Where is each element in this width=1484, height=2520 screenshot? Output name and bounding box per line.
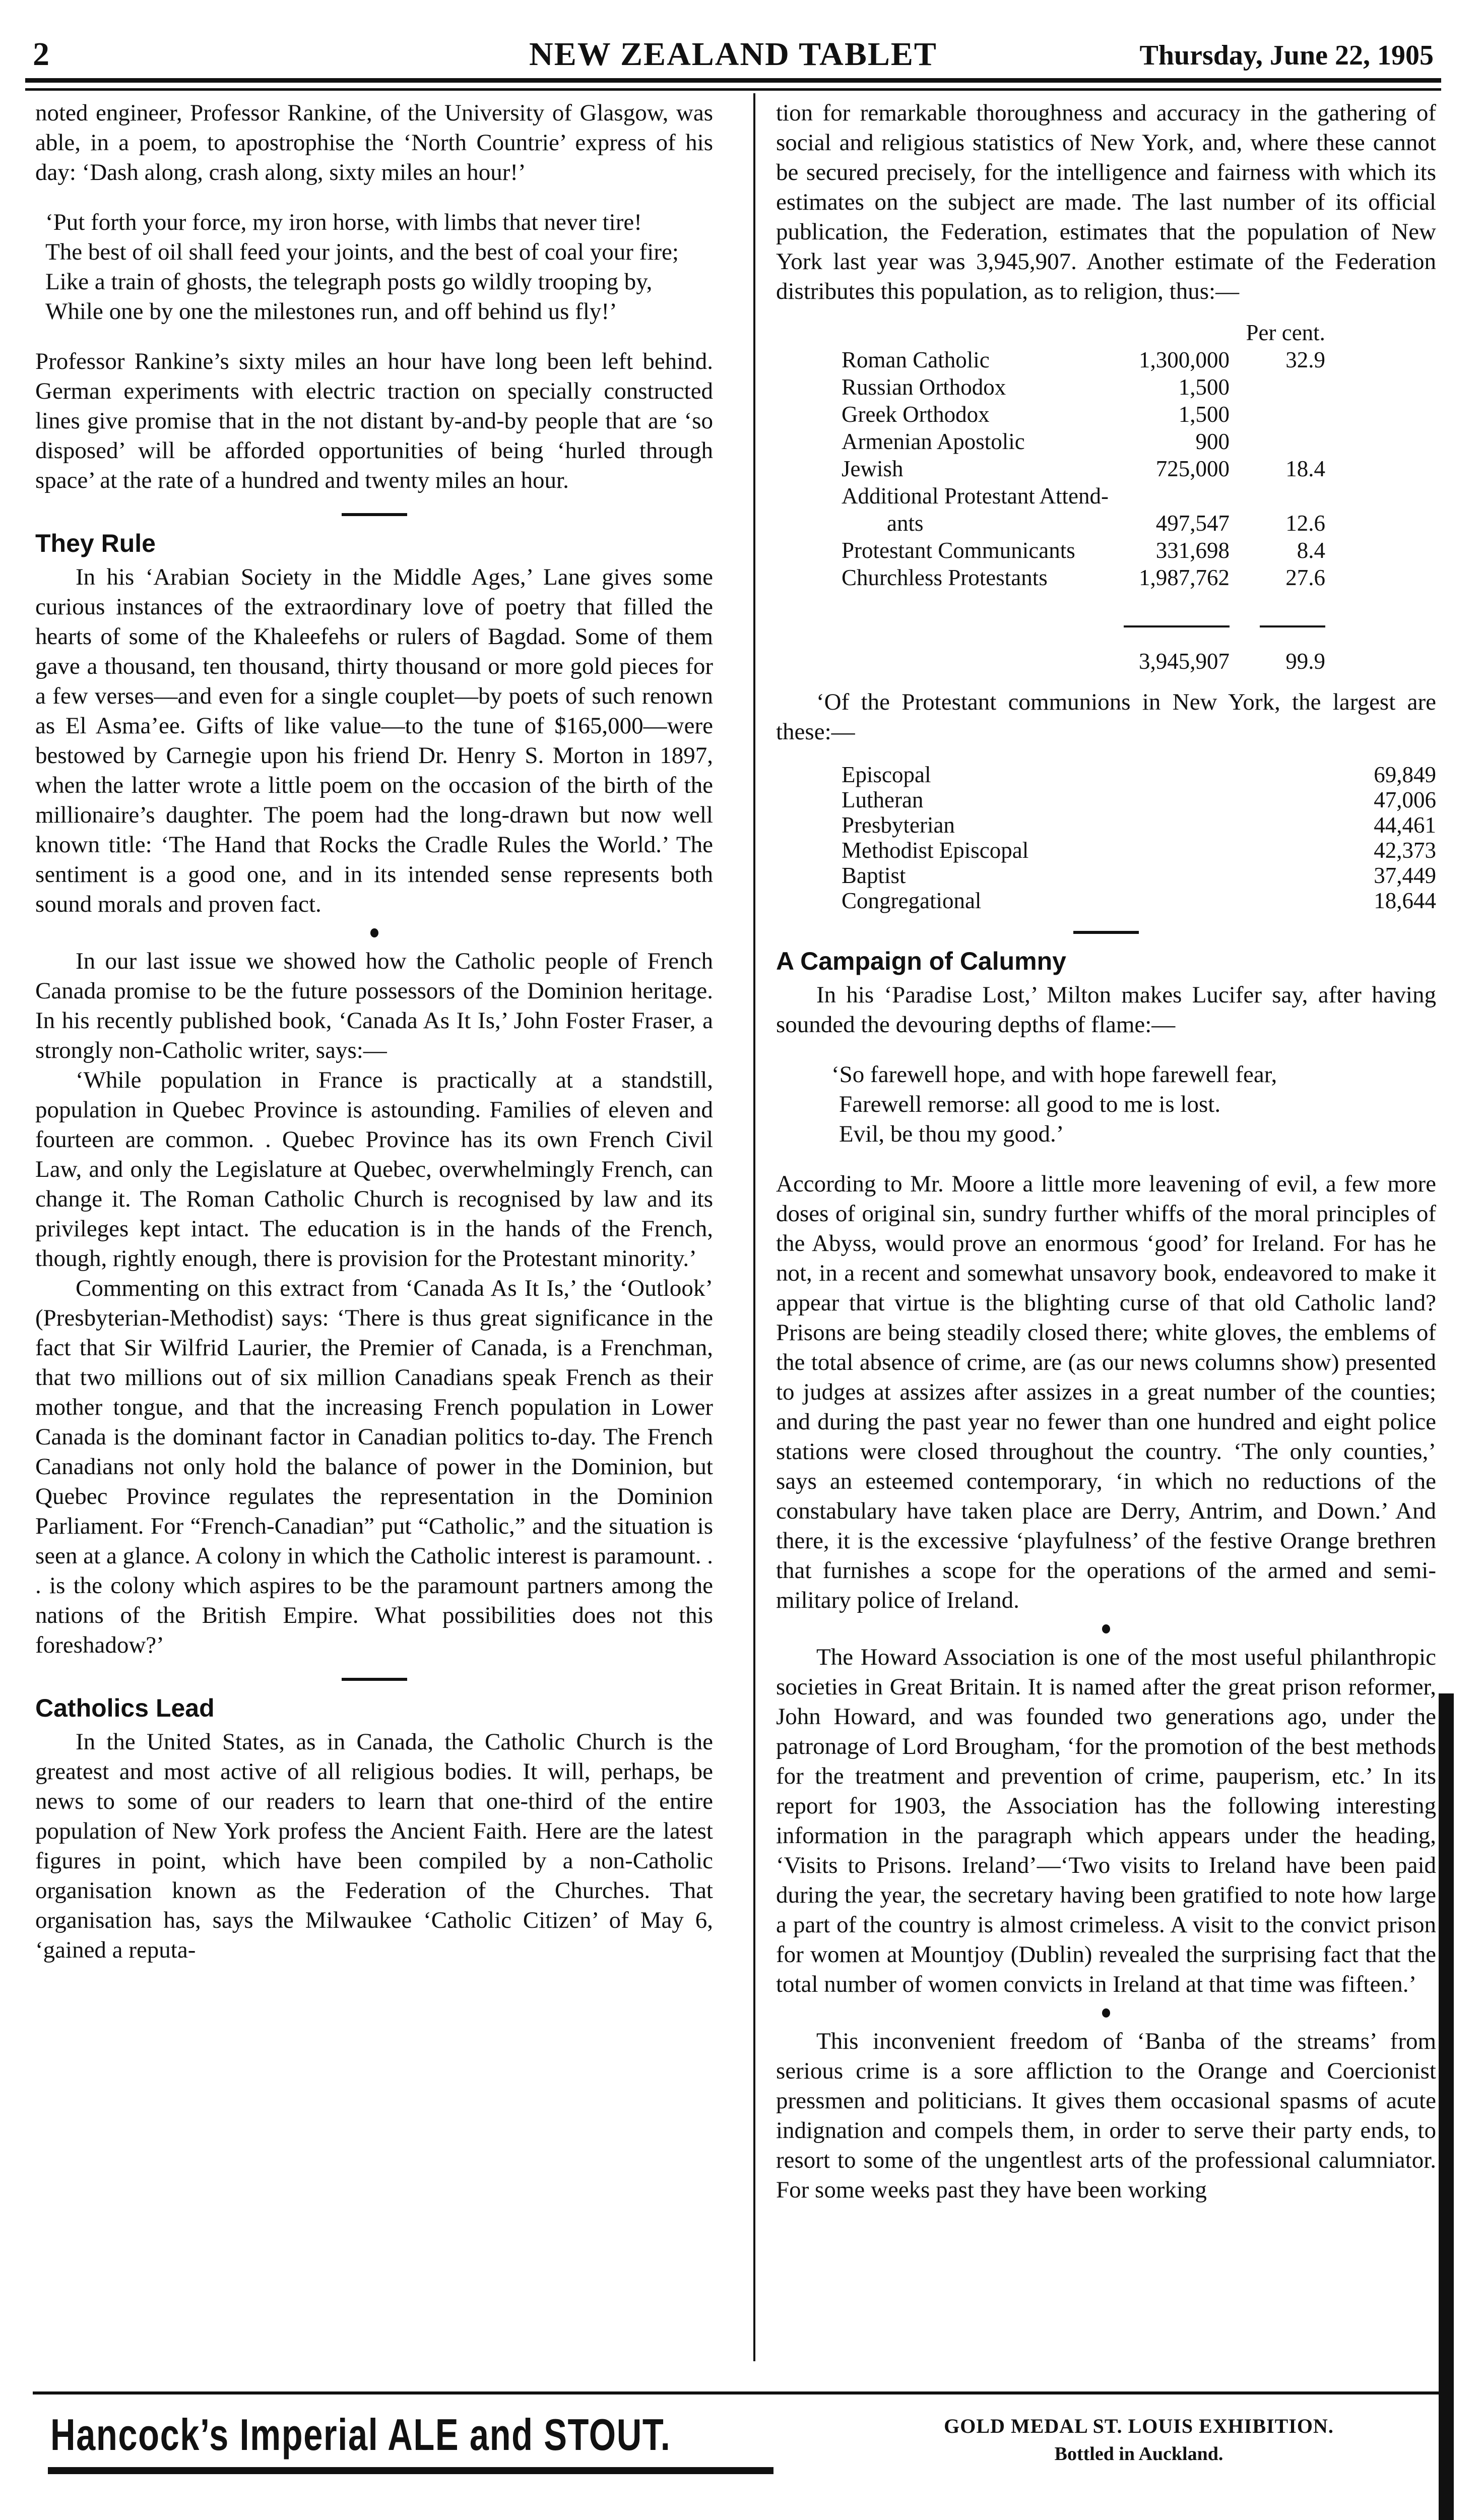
communion-count: 47,006	[1374, 787, 1436, 812]
communion-label: Presbyterian	[842, 812, 955, 838]
religion-percent: 27.6	[1285, 565, 1325, 590]
religion-percent: 8.4	[1297, 538, 1325, 563]
poem-line: While one by one the milestones run, and off behind us fly!’	[45, 298, 617, 325]
table-row	[842, 373, 1325, 401]
communion-count: 69,849	[1374, 762, 1436, 787]
section-separator	[342, 513, 407, 516]
table-row	[842, 762, 1436, 787]
religion-label: Roman Catholic	[842, 347, 990, 372]
federation-continuation: tion for remarkable thoroughness and accuracy in the gathering of social and religious statistics of New York, and, where these cannot be secured precisely, for the intelligence and fairness with which its estimates on the subject are made. The last number of its official publication, the Federation, estimates that the population of New York last year was 3,945,907. Another estimate of the Federation distributes this population, as to religion, thus:—	[776, 100, 1436, 304]
communion-label: Methodist Episcopal	[842, 838, 1029, 863]
canada-paragraph-3: Commenting on this extract from ‘Canada As It Is,’ the ‘Outlook’ (Presbyterian-Methodist) says: ‘There is thus great significance in the fact that Sir Wilfrid Laurier, the Premier of Canada, is a Frenchman, that two millions out of six million Canadians speak French as their mother tongue, and that the increasing French population in Lower Canada is the dominant factor in Canadian politics to-day. The French Canadians not only hold the balance of power in the Dominion, but Quebec Province regulates the representation in the Dominion Parliament. For “French-Canadian” put “Catholic,” and the situation is seen at a glance. A colony in which the Catholic interest is paramount. . . is the colony which aspires to be the paramount partners among the nations of the British Empire. What possibilities does not this foreshadow?’	[35, 1275, 713, 1658]
religion-count: 497,547	[1155, 511, 1230, 536]
table-row	[842, 401, 1325, 428]
heading-they-rule: They Rule	[35, 529, 156, 557]
masthead-rule-thin	[25, 88, 1441, 91]
communion-label: Congregational	[842, 888, 982, 913]
communion-label: Baptist	[842, 863, 906, 888]
canada-paragraph-1: In our last issue we showed how the Catholic people of French Canada promise to be the future possessors of the Dominion heritage. In his recently published book, ‘Canada As It Is,’ John Foster Fraser, a strongly non-Catholic writer, says:—	[35, 948, 713, 1063]
total-rule-count	[1124, 625, 1230, 627]
table-row	[842, 812, 1436, 838]
rankine-paragraph: Professor Rankine’s sixty miles an hour have long been left behind. German experiments with electric traction on specially constructed lines give promise that in the not distant by-and-by people that are ‘so disposed’ will be afforded opportunities of being ‘hurled through space’ at the rate of a hundred and twenty miles an hour.	[35, 348, 713, 493]
bullet-separator	[370, 928, 378, 937]
hancocks-ale-ad: Hancock’s Imperial ALE and STOUT.	[50, 2410, 671, 2460]
they-rule-paragraph: In his ‘Arabian Society in the Middle Ages,’ Lane gives some curious instances of the extraordinary love of poetry that filled the hearts of some of the Khaleefehs or rulers of Bagdad. Some of them gave a thousand, ten thousand, thirty thousand or more gold pieces for a few verses—and even for a single couplet—by poets of such renown as El Asma’ee. Gifts of like value—to the tune of $165,000—were bestowed by Carnegie upon his friend Dr. Henry S. Morton in 1897, when the latter wrote a little poem on the occasion of the birth of the millionaire’s daughter. The poem had the long-drawn but now well known title: ‘The Hand that Rocks the Cradle Rules the World.’ The sentiment is a good one, and in its intended sense represents both sound morals and proven fact.	[35, 564, 713, 917]
calumny-intro: In his ‘Paradise Lost,’ Milton makes Lucifer say, after having sounded the devouring depths of flame:—	[776, 982, 1436, 1038]
religion-percent: 18.4	[1285, 456, 1325, 481]
calumny-paragraph-1: According to Mr. Moore a little more leavening of evil, a few more doses of original sin, sundry further whiffs of the moral principles of the Abyss, would prove an enormous ‘good’ for Ireland. For has he not, in a recent and somewhat unsavory book, endeavored to make it appear that virtue is the blighting curse of that old Catholic land? Prisons are being steadily closed there; white gloves, the emblems of the total absence of crime, are (as our news columns show) presented to judges at assizes after assizes in a great number of the counties; and during the past year no fewer than one hundred and eight police stations were closed throughout the country. ‘The only counties,’ says an esteemed contemporary, ‘in which no reductions of the constabulary have taken place are Derry, Antrim, and Down.’ And there, it is the excessive ‘playfulness’ of the festive Orange brethren that furnishes a scope for the operations of the armed and semi-military police of Ireland.	[776, 1171, 1436, 1613]
table-row	[842, 838, 1436, 863]
religion-percent: 32.9	[1285, 347, 1325, 372]
table-row	[842, 787, 1436, 812]
communions-table	[842, 762, 1436, 913]
poem-line: The best of oil shall feed your joints, and the best of coal your fire;	[45, 239, 679, 265]
catholics-lead-paragraph: In the United States, as in Canada, the Catholic Church is the greatest and most active of all religious bodies. It will, perhaps, be news to some of our readers to learn that one-third of the entire population of New York profess the Ancient Faith. Here are the latest figures in point, which have been compiled by a non-Catholic organisation known as the Federation of the Churches. That organisation has, says the Milwaukee ‘Catholic Citizen’ of May 6, ‘gained a reputa-	[35, 1729, 713, 1963]
table-row	[842, 510, 1325, 537]
left-column	[35, 98, 713, 1965]
table-row	[842, 888, 1436, 913]
bottled-line: Bottled in Auckland.	[1054, 2443, 1223, 2465]
page-edge-bar	[1439, 1693, 1454, 2520]
religion-label: Additional Protestant Attend-	[842, 483, 1109, 509]
gold-medal-line: GOLD MEDAL ST. LOUIS EXHIBITION.	[944, 2415, 1334, 2437]
communion-label: Episcopal	[842, 762, 931, 787]
table-row	[842, 482, 1325, 510]
total-count: 3,945,907	[1138, 649, 1230, 674]
total-row	[842, 634, 1325, 675]
religion-percent: 12.6	[1285, 511, 1325, 536]
table-row	[842, 455, 1325, 482]
communion-count: 37,449	[1374, 863, 1436, 888]
page-number: 2	[33, 36, 49, 73]
poem-line: Like a train of ghosts, the telegraph posts go wildly trooping by,	[45, 269, 653, 295]
section-separator	[1073, 931, 1139, 934]
ad-underline	[48, 2467, 773, 2474]
masthead-rule-thick	[25, 78, 1441, 83]
table-row	[842, 537, 1325, 564]
table-row	[842, 346, 1325, 373]
total-percent: 99.9	[1285, 649, 1325, 674]
howard-association-paragraph: The Howard Association is one of the most useful philanthropic societies in Great Britain. It is named after the great prison reformer, John Howard, and was founded two generations ago, under the patronage of Lord Brougham, ‘for the promotion of the best methods for the treatment and prevention of crime, pauperism, etc.’ In its report for 1903, the Association has the following interesting information in the paragraph which appears under the heading, ‘Visits to Prisons. Ireland’—‘Two visits to Ireland have been paid during the year, the secretary having been gratified to note how large a part of the country is almost crimeless. A visit to the convict prison for women at Mountjoy (Dublin) revealed the surprising fact that the total number of women convicts in Ireland at that time was fifteen.’	[776, 1644, 1436, 1997]
communion-count: 42,373	[1374, 838, 1436, 863]
issue-date: Thursday, June 22, 1905	[1139, 40, 1434, 71]
religion-percent	[1230, 428, 1325, 455]
religion-count: 900	[1195, 429, 1230, 454]
religion-label: ants	[887, 511, 924, 536]
religion-percent	[1230, 401, 1325, 428]
table-row	[842, 863, 1436, 888]
poem-line: Farewell remorse: all good to me is lost.	[839, 1091, 1221, 1117]
masthead	[28, 35, 1439, 73]
bullet-separator	[1102, 1624, 1110, 1633]
religion-label: Greek Orthodox	[842, 402, 990, 427]
canada-paragraph-2: ‘While population in France is practically at a standstill, population in Quebec Province is astounding. Families of eleven and fourteen are common. . Quebec Province has its own French Civil Law, and only the Legislature at Quebec, overwhelmingly French, can change it. The Roman Catholic Church is recognised by law and its privileges kept intact. The education is in the hands of the French, though, rightly enough, there is provision for the Protestant minority.’	[35, 1067, 713, 1272]
religion-count: 1,987,762	[1138, 565, 1230, 590]
communion-label: Lutheran	[842, 787, 924, 812]
heading-catholics-lead: Catholics Lead	[35, 1694, 215, 1722]
percent-header: Per cent.	[1246, 320, 1325, 345]
religion-percent	[1230, 373, 1325, 401]
table-row	[842, 428, 1325, 455]
communion-count: 44,461	[1374, 812, 1436, 838]
column-divider	[753, 93, 755, 2361]
milton-quote	[831, 1060, 1436, 1149]
rankine-intro: noted engineer, Professor Rankine, of the University of Glasgow, was able, in a poem, to apostrophise the ‘North Countrie’ express of his day: ‘Dash along, crash along, sixty miles an hour!’	[35, 100, 713, 185]
religion-count: 331,698	[1155, 538, 1230, 563]
religion-count	[1109, 482, 1230, 510]
religion-label: Russian Orthodox	[842, 374, 1006, 400]
religion-count: 1,300,000	[1138, 347, 1230, 372]
heading-campaign-of-calumny: A Campaign of Calumny	[776, 947, 1066, 975]
communion-count: 18,644	[1374, 888, 1436, 913]
poem-line: Evil, be thou my good.’	[839, 1121, 1064, 1147]
religion-count: 1,500	[1178, 374, 1230, 400]
religion-percent	[1230, 482, 1325, 510]
poem-line: ‘So farewell hope, and with hope farewell fear,	[831, 1061, 1277, 1088]
newspaper-title: NEW ZEALAND TABLET	[529, 36, 937, 73]
religion-count: 725,000	[1155, 456, 1230, 481]
gold-medal-ad	[882, 2414, 1396, 2465]
religion-count: 1,500	[1178, 402, 1230, 427]
right-column	[776, 98, 1436, 2205]
calumny-paragraph-3: This inconvenient freedom of ‘Banba of the streams’ from serious crime is a sore affliction to the Orange and Coercionist pressmen and politicians. It gives them occasional spasms of acute indignation and compels them, in order to serve their party ends, to resort to some of the ungentlest arts of the professional calumniator. For some weeks past they have been working	[776, 2028, 1436, 2203]
religion-label: Jewish	[842, 456, 904, 481]
religion-label: Protestant Communicants	[842, 538, 1075, 563]
rankine-poem	[45, 208, 713, 327]
religion-label: Churchless Protestants	[842, 565, 1048, 590]
communions-intro: ‘Of the Protestant communions in New York, the largest are these:—	[776, 689, 1436, 745]
section-separator	[342, 1678, 407, 1681]
bullet-separator	[1102, 2008, 1110, 2018]
poem-line: ‘Put forth your force, my iron horse, with limbs that never tire!	[45, 209, 642, 235]
religion-population-table	[842, 319, 1325, 675]
religion-label: Armenian Apostolic	[842, 429, 1025, 454]
total-rule-percent	[1260, 625, 1325, 627]
advertisement-rule	[33, 2391, 1439, 2395]
table-row	[842, 564, 1325, 591]
table-header-row	[842, 319, 1325, 346]
total-rule	[842, 591, 1325, 634]
